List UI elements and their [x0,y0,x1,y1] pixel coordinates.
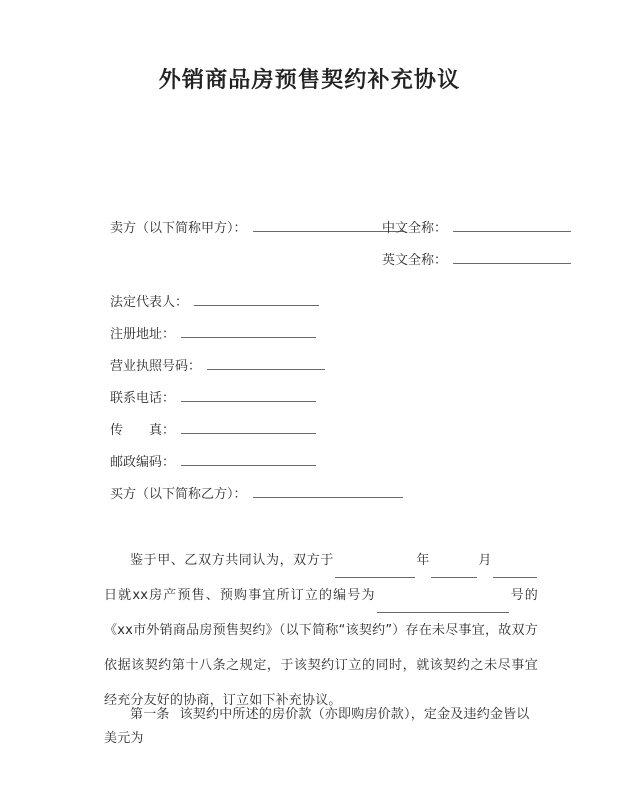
contact-phone-field [110,388,316,408]
fax-label: 传 真： [110,423,176,438]
recital-year-unit: 年 [415,553,430,568]
seller-name-cn-field [382,218,571,238]
seller-label: 卖方（以下简称甲方）： [110,221,247,236]
clause-item [104,703,538,751]
recital-day-blank[interactable] [493,564,537,578]
seller-field [110,218,403,238]
legal-representative-label: 法定代表人： [110,295,189,310]
legal-representative-row [0,292,619,324]
seller-row [0,218,619,250]
contact-phone-label: 联系电话： [110,391,176,406]
business-license-row [0,356,619,388]
business-license-label: 营业执照号码： [110,359,202,374]
registered-address-blank[interactable] [181,324,316,338]
business-license-blank[interactable] [207,356,325,370]
business-license-field [110,356,325,376]
recital-segment-2: 号的《xx市外销商品房预售契约》（以下简称“该契约”）存在未尽事宜，故双方依据该契约第十八条之规定，于该契约订立的同时，就该契约之未尽事宜经充分友好的协商，订立如下补充协议。 [104,588,538,708]
clause-text: 该契约中所述的房价款（亦即购房价款），定金及违约金皆以美元为 [104,707,530,746]
legal-representative-blank[interactable] [194,292,319,306]
contact-phone-row [0,388,619,420]
clause-number: 第一条 [130,707,170,722]
legal-representative-field [110,292,319,312]
recital-segment-1: 鉴于甲、乙双方共同认为，双方于 [130,553,334,568]
registered-address-row [0,324,619,356]
seller-value-blank[interactable] [253,218,403,232]
registered-address-label: 注册地址： [110,327,176,342]
fax-field [110,420,316,440]
recital-day-unit: 日就xx房产预售、预购事宜所订立的编号为 [104,588,376,603]
recital-month-blank[interactable] [431,564,477,578]
registered-address-field [110,324,316,344]
recital-month-unit: 月 [477,553,492,568]
postal-code-row [0,452,619,484]
seller-name-cn-blank[interactable] [453,218,571,232]
block-spacer [0,282,619,292]
buyer-row [0,484,619,516]
postal-code-field [110,452,316,472]
party-information-block [0,218,619,516]
seller-name-en-row [0,250,619,282]
postal-code-blank[interactable] [181,452,316,466]
page-title: 外销商品房预售契约补充协议 [158,68,461,93]
buyer-field [110,484,403,504]
seller-name-en-label: 英文全称： [382,253,448,268]
clause-block [104,690,538,764]
postal-code-label: 邮政编码： [110,455,176,470]
seller-name-en-field [382,250,571,270]
recital-year-blank[interactable] [335,564,415,578]
recital-number-blank[interactable] [377,599,509,613]
buyer-label: 买方（以下简称乙方）： [110,487,247,502]
seller-name-en-blank[interactable] [453,250,571,264]
buyer-value-blank[interactable] [253,484,403,498]
contact-phone-blank[interactable] [181,388,316,402]
fax-blank[interactable] [181,420,316,434]
fax-row [0,420,619,452]
seller-name-cn-label: 中文全称： [382,221,448,236]
